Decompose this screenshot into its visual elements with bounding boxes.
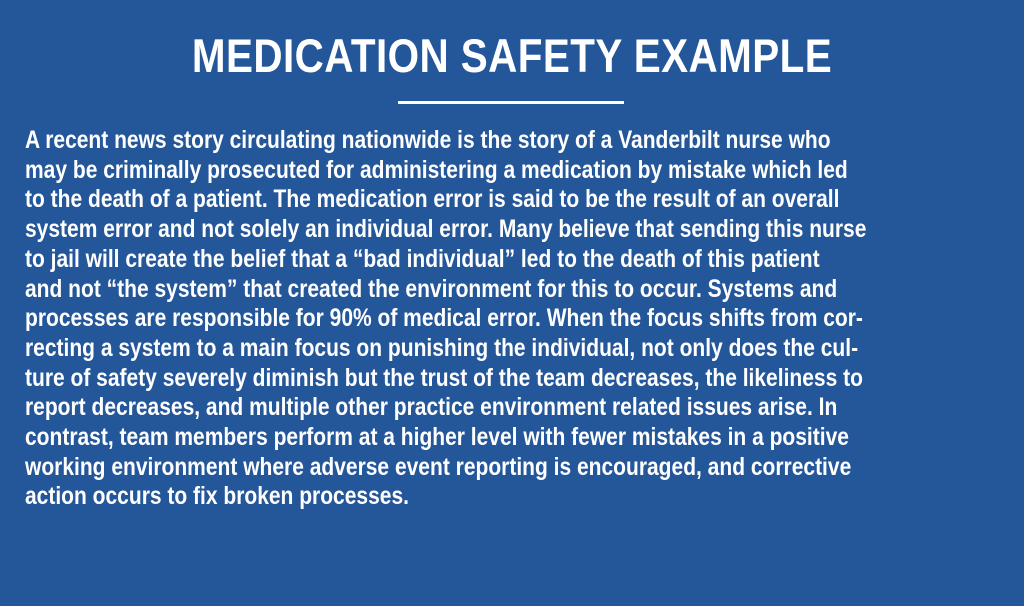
body-line: A recent news story circulating nationwide is the story of a Vanderbilt nurse who [25,126,831,154]
body-line: working environment where adverse event reporting is encouraged, and corrective [25,452,852,481]
body-line: contrast, team members perform at a higher level with fewer mistakes in a positive [25,423,849,452]
body-line: processes are responsible for 90% of medical error. When the focus shifts from cor- [25,304,863,333]
body-line: recting a system to a main focus on punishing the individual, not only does the cul- [25,333,859,362]
body-line: and not “the system” that created the environment for this to occur. Systems and [25,274,838,303]
body-line: to jail will create the belief that a “bad individual” led to the death of this patient [25,244,820,273]
page-title: MEDICATION SAFETY EXAMPLE [191,29,833,82]
body-paragraph [25,126,966,512]
title-divider [398,101,624,104]
body-line: ture of safety severely diminish but the trust of the team decreases, the likeliness to [25,363,863,392]
body-line: system error and not solely an individual error. Many believe that sending this nurse [25,215,867,244]
body-line: to the death of a patient. The medication error is said to be the result of an overall [25,185,840,214]
body-line: report decreases, and multiple other practice environment related issues arise. In [25,393,838,422]
body-line: action occurs to fix broken processes. [25,482,409,511]
body-line: may be criminally prosecuted for administering a medication by mistake which led [25,155,848,184]
